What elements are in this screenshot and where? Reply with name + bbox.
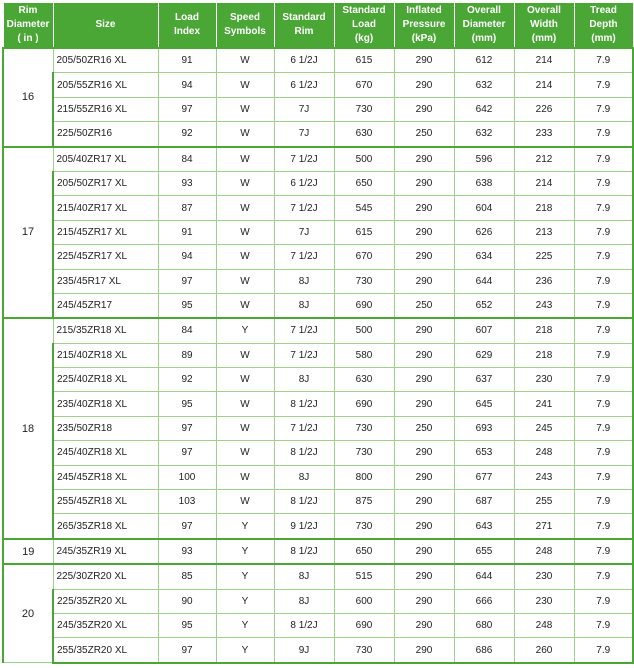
- overall-width-cell: 226: [514, 97, 574, 121]
- table-row: [3, 293, 633, 318]
- standard-rim-cell: 8 1/2J: [274, 441, 334, 465]
- overall-width-cell: 233: [514, 122, 574, 147]
- header-size: [53, 3, 158, 49]
- overall-diameter-cell: 607: [454, 318, 514, 343]
- size-cell: 225/45ZR17 XL: [53, 245, 158, 269]
- header-standard-rim: [274, 3, 334, 49]
- inflated-pressure-cell: 290: [394, 48, 454, 73]
- overall-width-cell: 214: [514, 171, 574, 195]
- speed-symbol-cell: W: [216, 97, 274, 121]
- size-cell: 205/55ZR16 XL: [53, 73, 158, 97]
- load-index-cell: 92: [158, 368, 216, 392]
- inflated-pressure-cell: 290: [394, 490, 454, 514]
- overall-width-cell: 225: [514, 245, 574, 269]
- size-cell: 215/40ZR17 XL: [53, 196, 158, 220]
- standard-load-cell: 670: [334, 245, 394, 269]
- size-cell: 245/35ZR20 XL: [53, 613, 158, 637]
- header-line: Diameter: [6, 19, 50, 30]
- inflated-pressure-cell: 290: [394, 97, 454, 121]
- header-line: Speed: [229, 12, 260, 23]
- size-cell: 225/30ZR20 XL: [53, 564, 158, 589]
- size-cell: 205/50ZR16 XL: [53, 48, 158, 73]
- load-index-cell: 84: [158, 147, 216, 172]
- tread-depth-cell: 7.9: [574, 368, 633, 392]
- tread-depth-cell: 7.9: [574, 589, 633, 613]
- table-row: [3, 171, 633, 195]
- rim-diameter-cell: 16: [3, 48, 53, 147]
- speed-symbol-cell: W: [216, 368, 274, 392]
- tread-depth-cell: 7.9: [574, 220, 633, 244]
- overall-width-cell: 255: [514, 490, 574, 514]
- standard-rim-cell: 8J: [274, 564, 334, 589]
- size-cell: 255/35ZR20 XL: [53, 638, 158, 663]
- overall-diameter-cell: 632: [454, 73, 514, 97]
- size-cell: 255/45ZR18 XL: [53, 490, 158, 514]
- speed-symbol-cell: Y: [216, 514, 274, 539]
- overall-diameter-cell: 626: [454, 220, 514, 244]
- header-line: Width: [530, 19, 558, 30]
- table-row: [3, 564, 633, 589]
- overall-width-cell: 218: [514, 318, 574, 343]
- standard-load-cell: 500: [334, 318, 394, 343]
- speed-symbol-cell: Y: [216, 613, 274, 637]
- overall-width-cell: 243: [514, 465, 574, 489]
- header-line: Depth: [589, 19, 618, 30]
- standard-load-cell: 545: [334, 196, 394, 220]
- standard-rim-cell: 8 1/2J: [274, 613, 334, 637]
- overall-diameter-cell: 642: [454, 97, 514, 121]
- overall-diameter-cell: 634: [454, 245, 514, 269]
- standard-load-cell: 615: [334, 48, 394, 73]
- rim-diameter-cell: 20: [3, 564, 53, 663]
- standard-rim-cell: 7 1/2J: [274, 343, 334, 367]
- speed-symbol-cell: W: [216, 196, 274, 220]
- standard-load-cell: 515: [334, 564, 394, 589]
- speed-symbol-cell: W: [216, 490, 274, 514]
- overall-width-cell: 271: [514, 514, 574, 539]
- overall-diameter-cell: 638: [454, 171, 514, 195]
- load-index-cell: 93: [158, 539, 216, 564]
- table-row: [3, 638, 633, 663]
- overall-diameter-cell: 644: [454, 564, 514, 589]
- overall-diameter-cell: 653: [454, 441, 514, 465]
- size-cell: 235/40ZR18 XL: [53, 392, 158, 416]
- load-index-cell: 95: [158, 613, 216, 637]
- header-rim-diameter: [3, 3, 53, 49]
- size-cell: 225/35ZR20 XL: [53, 589, 158, 613]
- header-overall-diameter: [454, 3, 514, 49]
- load-index-cell: 100: [158, 465, 216, 489]
- load-index-cell: 95: [158, 293, 216, 318]
- header-line: Load: [175, 12, 199, 23]
- standard-rim-cell: 7J: [274, 97, 334, 121]
- standard-rim-cell: 7 1/2J: [274, 147, 334, 172]
- overall-width-cell: 248: [514, 613, 574, 637]
- inflated-pressure-cell: 250: [394, 293, 454, 318]
- speed-symbol-cell: W: [216, 220, 274, 244]
- load-index-cell: 97: [158, 97, 216, 121]
- table-row: [3, 220, 633, 244]
- speed-symbol-cell: W: [216, 122, 274, 147]
- size-cell: 215/40ZR18 XL: [53, 343, 158, 367]
- table-row: [3, 539, 633, 564]
- tread-depth-cell: 7.9: [574, 147, 633, 172]
- standard-rim-cell: 8J: [274, 269, 334, 293]
- load-index-cell: 95: [158, 392, 216, 416]
- size-cell: 265/35ZR18 XL: [53, 514, 158, 539]
- speed-symbol-cell: W: [216, 293, 274, 318]
- tread-depth-cell: 7.9: [574, 171, 633, 195]
- tread-depth-cell: 7.9: [574, 97, 633, 121]
- load-index-cell: 94: [158, 245, 216, 269]
- tread-depth-cell: 7.9: [574, 293, 633, 318]
- tread-depth-cell: 7.9: [574, 196, 633, 220]
- table-row: [3, 48, 633, 73]
- load-index-cell: 91: [158, 220, 216, 244]
- inflated-pressure-cell: 290: [394, 539, 454, 564]
- tread-depth-cell: 7.9: [574, 48, 633, 73]
- overall-diameter-cell: 652: [454, 293, 514, 318]
- speed-symbol-cell: W: [216, 441, 274, 465]
- table-row: [3, 441, 633, 465]
- speed-symbol-cell: W: [216, 343, 274, 367]
- tread-depth-cell: 7.9: [574, 416, 633, 440]
- standard-load-cell: 690: [334, 613, 394, 637]
- standard-rim-cell: 8J: [274, 589, 334, 613]
- header-line: Index: [173, 26, 201, 37]
- standard-load-cell: 690: [334, 293, 394, 318]
- tread-depth-cell: 7.9: [574, 441, 633, 465]
- load-index-cell: 92: [158, 122, 216, 147]
- standard-load-cell: 875: [334, 490, 394, 514]
- speed-symbol-cell: W: [216, 465, 274, 489]
- standard-rim-cell: 7 1/2J: [274, 416, 334, 440]
- overall-diameter-cell: 644: [454, 269, 514, 293]
- standard-rim-cell: 7J: [274, 220, 334, 244]
- rim-diameter-cell: 18: [3, 318, 53, 539]
- header-line: (mm): [591, 33, 616, 44]
- standard-rim-cell: 8 1/2J: [274, 490, 334, 514]
- standard-rim-cell: 6 1/2J: [274, 48, 334, 73]
- inflated-pressure-cell: 290: [394, 564, 454, 589]
- header-load-index: [158, 3, 216, 49]
- header-line: (kg): [354, 33, 374, 44]
- load-index-cell: 89: [158, 343, 216, 367]
- size-cell: 245/35ZR19 XL: [53, 539, 158, 564]
- header-line: Size: [95, 19, 116, 30]
- speed-symbol-cell: W: [216, 269, 274, 293]
- table-row: [3, 73, 633, 97]
- size-cell: 245/40ZR18 XL: [53, 441, 158, 465]
- size-cell: 225/40ZR18 XL: [53, 368, 158, 392]
- standard-rim-cell: 9J: [274, 638, 334, 663]
- inflated-pressure-cell: 290: [394, 441, 454, 465]
- standard-load-cell: 630: [334, 122, 394, 147]
- standard-rim-cell: 7 1/2J: [274, 196, 334, 220]
- inflated-pressure-cell: 290: [394, 465, 454, 489]
- inflated-pressure-cell: 250: [394, 122, 454, 147]
- table-row: [3, 97, 633, 121]
- load-index-cell: 90: [158, 589, 216, 613]
- overall-diameter-cell: 612: [454, 48, 514, 73]
- load-index-cell: 97: [158, 638, 216, 663]
- standard-load-cell: 730: [334, 514, 394, 539]
- standard-load-cell: 630: [334, 368, 394, 392]
- inflated-pressure-cell: 290: [394, 589, 454, 613]
- standard-rim-cell: 8J: [274, 368, 334, 392]
- tread-depth-cell: 7.9: [574, 539, 633, 564]
- tread-depth-cell: 7.9: [574, 318, 633, 343]
- overall-diameter-cell: 680: [454, 613, 514, 637]
- table-row: [3, 514, 633, 539]
- overall-diameter-cell: 666: [454, 589, 514, 613]
- inflated-pressure-cell: 290: [394, 613, 454, 637]
- load-index-cell: 93: [158, 171, 216, 195]
- table-row: [3, 196, 633, 220]
- table-row: [3, 589, 633, 613]
- standard-load-cell: 600: [334, 589, 394, 613]
- header-line: Rim: [18, 5, 38, 16]
- load-index-cell: 97: [158, 416, 216, 440]
- size-cell: 215/35ZR18 XL: [53, 318, 158, 343]
- load-index-cell: 84: [158, 318, 216, 343]
- size-cell: 215/55ZR16 XL: [53, 97, 158, 121]
- header-line: ( in ): [17, 33, 39, 44]
- table-header: [3, 3, 633, 49]
- tread-depth-cell: 7.9: [574, 465, 633, 489]
- size-cell: 205/50ZR17 XL: [53, 171, 158, 195]
- rim-diameter-cell: 17: [3, 147, 53, 319]
- overall-width-cell: 248: [514, 441, 574, 465]
- load-index-cell: 91: [158, 48, 216, 73]
- tread-depth-cell: 7.9: [574, 245, 633, 269]
- overall-width-cell: 230: [514, 589, 574, 613]
- tread-depth-cell: 7.9: [574, 269, 633, 293]
- overall-width-cell: 214: [514, 48, 574, 73]
- table-row: [3, 613, 633, 637]
- load-index-cell: 97: [158, 269, 216, 293]
- standard-load-cell: 730: [334, 638, 394, 663]
- table-row: [3, 465, 633, 489]
- header-line: Load: [352, 19, 376, 30]
- standard-load-cell: 730: [334, 416, 394, 440]
- header-line: (kPa): [411, 33, 437, 44]
- tread-depth-cell: 7.9: [574, 564, 633, 589]
- overall-diameter-cell: 693: [454, 416, 514, 440]
- speed-symbol-cell: Y: [216, 638, 274, 663]
- standard-load-cell: 615: [334, 220, 394, 244]
- overall-diameter-cell: 687: [454, 490, 514, 514]
- tread-depth-cell: 7.9: [574, 638, 633, 663]
- size-cell: 205/40ZR17 XL: [53, 147, 158, 172]
- table-row: [3, 122, 633, 147]
- overall-width-cell: 260: [514, 638, 574, 663]
- header-line: Standard: [282, 12, 326, 23]
- table-row: [3, 318, 633, 343]
- overall-width-cell: 212: [514, 147, 574, 172]
- load-index-cell: 87: [158, 196, 216, 220]
- overall-width-cell: 241: [514, 392, 574, 416]
- standard-load-cell: 650: [334, 171, 394, 195]
- standard-load-cell: 800: [334, 465, 394, 489]
- overall-diameter-cell: 629: [454, 343, 514, 367]
- overall-diameter-cell: 643: [454, 514, 514, 539]
- header-standard-load: [334, 3, 394, 49]
- overall-width-cell: 214: [514, 73, 574, 97]
- header-inflated-pressure: [394, 3, 454, 49]
- table-row: [3, 269, 633, 293]
- standard-rim-cell: 8 1/2J: [274, 539, 334, 564]
- overall-width-cell: 213: [514, 220, 574, 244]
- inflated-pressure-cell: 290: [394, 638, 454, 663]
- speed-symbol-cell: Y: [216, 318, 274, 343]
- inflated-pressure-cell: 290: [394, 171, 454, 195]
- inflated-pressure-cell: 290: [394, 147, 454, 172]
- header-line: Overall: [467, 5, 501, 16]
- table-row: [3, 147, 633, 172]
- table-row: [3, 490, 633, 514]
- overall-width-cell: 245: [514, 416, 574, 440]
- inflated-pressure-cell: 290: [394, 514, 454, 539]
- header-line: (mm): [471, 33, 497, 44]
- tread-depth-cell: 7.9: [574, 490, 633, 514]
- load-index-cell: 103: [158, 490, 216, 514]
- overall-diameter-cell: 686: [454, 638, 514, 663]
- standard-load-cell: 690: [334, 392, 394, 416]
- table-row: [3, 416, 633, 440]
- overall-width-cell: 230: [514, 564, 574, 589]
- speed-symbol-cell: W: [216, 147, 274, 172]
- load-index-cell: 97: [158, 514, 216, 539]
- inflated-pressure-cell: 290: [394, 196, 454, 220]
- standard-rim-cell: 8 1/2J: [274, 392, 334, 416]
- overall-width-cell: 243: [514, 293, 574, 318]
- standard-rim-cell: 8J: [274, 293, 334, 318]
- overall-diameter-cell: 637: [454, 368, 514, 392]
- overall-width-cell: 236: [514, 269, 574, 293]
- inflated-pressure-cell: 290: [394, 318, 454, 343]
- standard-load-cell: 650: [334, 539, 394, 564]
- speed-symbol-cell: W: [216, 73, 274, 97]
- inflated-pressure-cell: 290: [394, 245, 454, 269]
- overall-diameter-cell: 604: [454, 196, 514, 220]
- standard-rim-cell: 6 1/2J: [274, 73, 334, 97]
- inflated-pressure-cell: 290: [394, 269, 454, 293]
- tread-depth-cell: 7.9: [574, 122, 633, 147]
- table-row: [3, 245, 633, 269]
- overall-width-cell: 218: [514, 196, 574, 220]
- standard-load-cell: 730: [334, 441, 394, 465]
- speed-symbol-cell: Y: [216, 539, 274, 564]
- tread-depth-cell: 7.9: [574, 73, 633, 97]
- standard-rim-cell: 8J: [274, 465, 334, 489]
- standard-load-cell: 670: [334, 73, 394, 97]
- header-speed-symbols: [216, 3, 274, 49]
- table-body: [3, 48, 633, 663]
- overall-width-cell: 218: [514, 343, 574, 367]
- standard-load-cell: 730: [334, 269, 394, 293]
- standard-rim-cell: 7J: [274, 122, 334, 147]
- overall-width-cell: 230: [514, 368, 574, 392]
- header-row: [3, 3, 633, 49]
- speed-symbol-cell: W: [216, 48, 274, 73]
- overall-diameter-cell: 645: [454, 392, 514, 416]
- table-row: [3, 368, 633, 392]
- load-index-cell: 94: [158, 73, 216, 97]
- header-tread-depth: [574, 3, 633, 49]
- speed-symbol-cell: Y: [216, 589, 274, 613]
- inflated-pressure-cell: 290: [394, 220, 454, 244]
- tread-depth-cell: 7.9: [574, 343, 633, 367]
- inflated-pressure-cell: 290: [394, 392, 454, 416]
- header-line: Symbols: [224, 26, 266, 37]
- speed-symbol-cell: W: [216, 245, 274, 269]
- size-cell: 225/50ZR16: [53, 122, 158, 147]
- size-cell: 245/45ZR18 XL: [53, 465, 158, 489]
- speed-symbol-cell: W: [216, 416, 274, 440]
- header-line: Standard: [342, 5, 386, 16]
- rim-diameter-cell: 19: [3, 539, 53, 564]
- size-cell: 235/45R17 XL: [53, 269, 158, 293]
- tire-spec-table: [2, 2, 634, 664]
- size-cell: 235/50ZR18: [53, 416, 158, 440]
- inflated-pressure-cell: 290: [394, 368, 454, 392]
- inflated-pressure-cell: 250: [394, 416, 454, 440]
- overall-diameter-cell: 655: [454, 539, 514, 564]
- header-line: Pressure: [402, 19, 446, 30]
- inflated-pressure-cell: 290: [394, 73, 454, 97]
- size-cell: 245/45ZR17: [53, 293, 158, 318]
- table-row: [3, 392, 633, 416]
- header-line: Overall: [527, 5, 561, 16]
- table-row: [3, 343, 633, 367]
- header-line: Diameter: [462, 19, 506, 30]
- standard-rim-cell: 7 1/2J: [274, 245, 334, 269]
- speed-symbol-cell: W: [216, 392, 274, 416]
- tread-depth-cell: 7.9: [574, 392, 633, 416]
- overall-diameter-cell: 677: [454, 465, 514, 489]
- tread-depth-cell: 7.9: [574, 613, 633, 637]
- overall-diameter-cell: 632: [454, 122, 514, 147]
- overall-width-cell: 248: [514, 539, 574, 564]
- header-line: Rim: [294, 26, 314, 37]
- inflated-pressure-cell: 290: [394, 343, 454, 367]
- size-cell: 215/45ZR17 XL: [53, 220, 158, 244]
- speed-symbol-cell: W: [216, 171, 274, 195]
- overall-diameter-cell: 596: [454, 147, 514, 172]
- standard-rim-cell: 7 1/2J: [274, 318, 334, 343]
- header-line: Inflated: [406, 5, 442, 16]
- standard-rim-cell: 6 1/2J: [274, 171, 334, 195]
- header-line: Tread: [590, 5, 617, 16]
- standard-rim-cell: 9 1/2J: [274, 514, 334, 539]
- standard-load-cell: 500: [334, 147, 394, 172]
- standard-load-cell: 580: [334, 343, 394, 367]
- load-index-cell: 85: [158, 564, 216, 589]
- standard-load-cell: 730: [334, 97, 394, 121]
- header-overall-width: [514, 3, 574, 49]
- speed-symbol-cell: Y: [216, 564, 274, 589]
- header-line: (mm): [531, 33, 557, 44]
- tread-depth-cell: 7.9: [574, 514, 633, 539]
- load-index-cell: 97: [158, 441, 216, 465]
